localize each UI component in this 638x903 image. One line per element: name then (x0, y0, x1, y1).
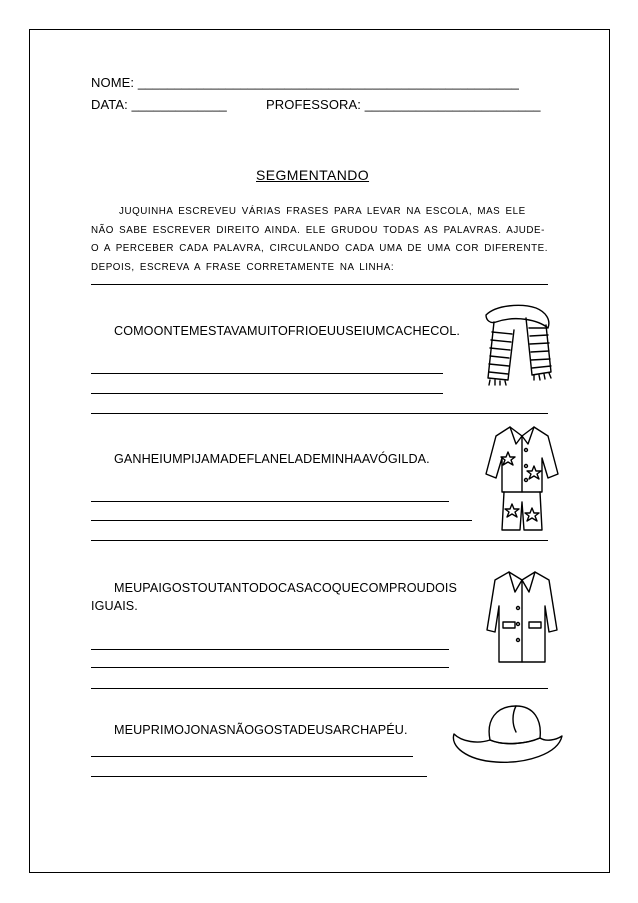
exercise-4-sentence: MEUPRIMOJONASNÃOGOSTADEUSARCHAPÉU. (114, 723, 408, 737)
teacher-field[interactable]: PROFESSORA: ________________________ (266, 97, 541, 112)
section-divider (91, 284, 548, 285)
answer-line[interactable] (91, 520, 472, 521)
date-field[interactable]: DATA: _____________ (91, 97, 227, 112)
exercise-2-sentence: GANHEIUMPIJAMADEFLANELADEMINHAAVÓGILDA. (114, 452, 430, 466)
exercise-1-sentence: COMOONTEMESTAVAMUITOFRIOEUUSEIUMCACHECOL. (114, 324, 461, 338)
page-title: SEGMENTANDO (256, 167, 370, 183)
section-divider (91, 540, 548, 541)
name-field[interactable]: NOME: ____________________________________________________ (91, 75, 519, 90)
answer-line[interactable] (91, 667, 449, 668)
answer-line[interactable] (91, 393, 443, 394)
answer-line[interactable] (91, 501, 449, 502)
exercise-3-sentence-cont: IGUAIS. (91, 599, 138, 613)
answer-line[interactable] (91, 649, 449, 650)
instructions-text: JUQUINHA ESCREVEU VÁRIAS FRASES PARA LEVAR NA ESCOLA, MAS ELE NÃO SABE ESCREVER DIREITO AINDA. ELE GRUDOU TODAS AS PALAVRAS. AJUDE-O A PERCEBER CADA PALAVRA, CIRCULANDO CADA UMA DE UMA COR DIFERENTE. DEPOIS, ESCREVA A FRASE CORRETAMENTE NA LINHA: (91, 206, 548, 273)
coat-icon (485, 568, 560, 666)
hat-icon (446, 700, 566, 770)
section-divider (91, 413, 548, 414)
answer-line[interactable] (91, 373, 443, 374)
section-divider (91, 688, 548, 689)
answer-line[interactable] (91, 756, 413, 757)
exercise-3-sentence: MEUPAIGOSTOUTANTODOCASACOQUECOMPROUDOIS (114, 581, 458, 595)
scarf-icon (476, 300, 556, 385)
pajamas-icon (482, 422, 562, 534)
answer-line[interactable] (91, 776, 427, 777)
